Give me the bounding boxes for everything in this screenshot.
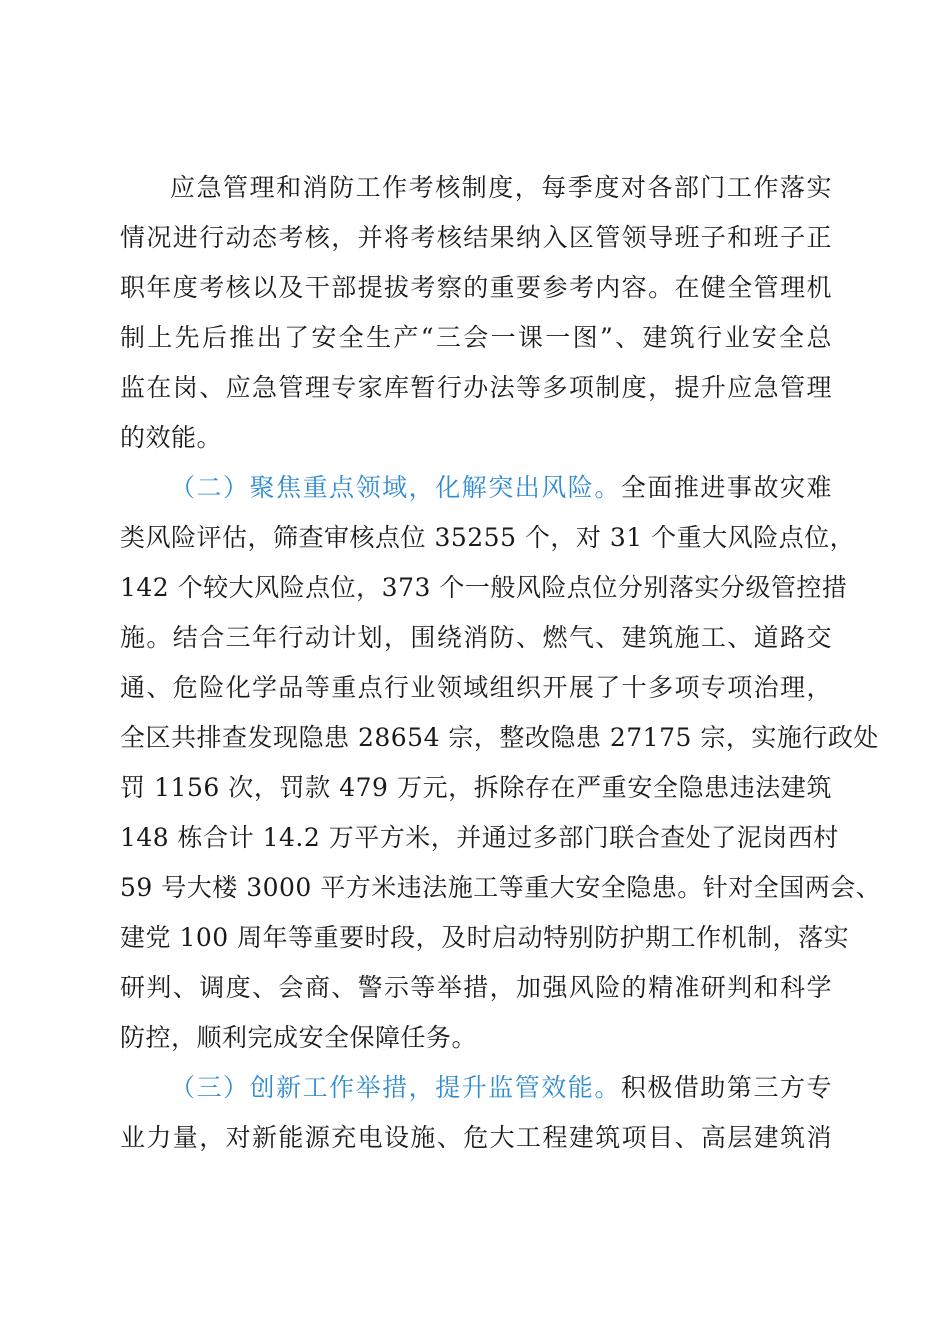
paragraph-line: 罚 1156 次，罚款 479 万元，拆除存在严重安全隐患违法建筑 [120, 773, 832, 802]
paragraph-text: 积极借助第三方专 [620, 1073, 832, 1102]
paragraph-line: 148 栋合计 14.2 万平方米，并通过多部门联合查处了泥岗西村 [120, 823, 839, 852]
paragraph-line: 应急管理和消防工作考核制度，每季度对各部门工作落实 [170, 173, 832, 202]
paragraph-line: 监在岗、应急管理专家库暂行办法等多项制度，提升应急管理 [120, 373, 832, 402]
paragraph-line: 通、危险化学品等重点行业领域组织开展了十多项专项治理， [120, 673, 832, 702]
paragraph-first-line [170, 1070, 832, 1106]
paragraph-line: 情况进行动态考核，并将考核结果纳入区管领导班子和班子正 [120, 223, 832, 252]
paragraph-line: 施。结合三年行动计划，围绕消防、燃气、建筑施工、道路交 [120, 623, 832, 652]
paragraph-line: 59 号大楼 3000 平方米违法施工等重大安全隐患。针对全国两会、 [120, 873, 882, 902]
paragraph-line: 建党 100 周年等重要时段，及时启动特别防护期工作机制，落实 [120, 923, 850, 952]
section-heading: （三）创新工作举措，提升监管效能。 [170, 1073, 621, 1102]
paragraph-line: 研判、调度、会商、警示等举措，加强风险的精准研判和科学 [120, 973, 832, 1002]
paragraph-line: 类风险评估，筛查审核点位 35255 个，对 31 个重大风险点位， [120, 523, 856, 552]
paragraph-line: 的效能。 [120, 423, 223, 452]
paragraph-line: 职年度考核以及干部提拔考察的重要参考内容。在健全管理机 [120, 273, 832, 302]
paragraph-first-line [170, 470, 832, 506]
paragraph-line: 142 个较大风险点位，373 个一般风险点位分别落实分级管控措 [120, 573, 848, 602]
section-heading: （二）聚焦重点领域，化解突出风险。 [170, 473, 621, 502]
paragraph-line: 防控，顺利完成安全保障任务。 [120, 1023, 478, 1052]
paragraph-text: 全面推进事故灾难 [620, 473, 832, 502]
paragraph-line: 全区共排查发现隐患 28654 宗，整改隐患 27175 宗，实施行政处 [120, 723, 879, 752]
paragraph-line: 制上先后推出了安全生产“三会一课一图”、建筑行业安全总 [120, 323, 832, 352]
paragraph-line: 业力量，对新能源充电设施、危大工程建筑项目、高层建筑消 [120, 1123, 832, 1152]
